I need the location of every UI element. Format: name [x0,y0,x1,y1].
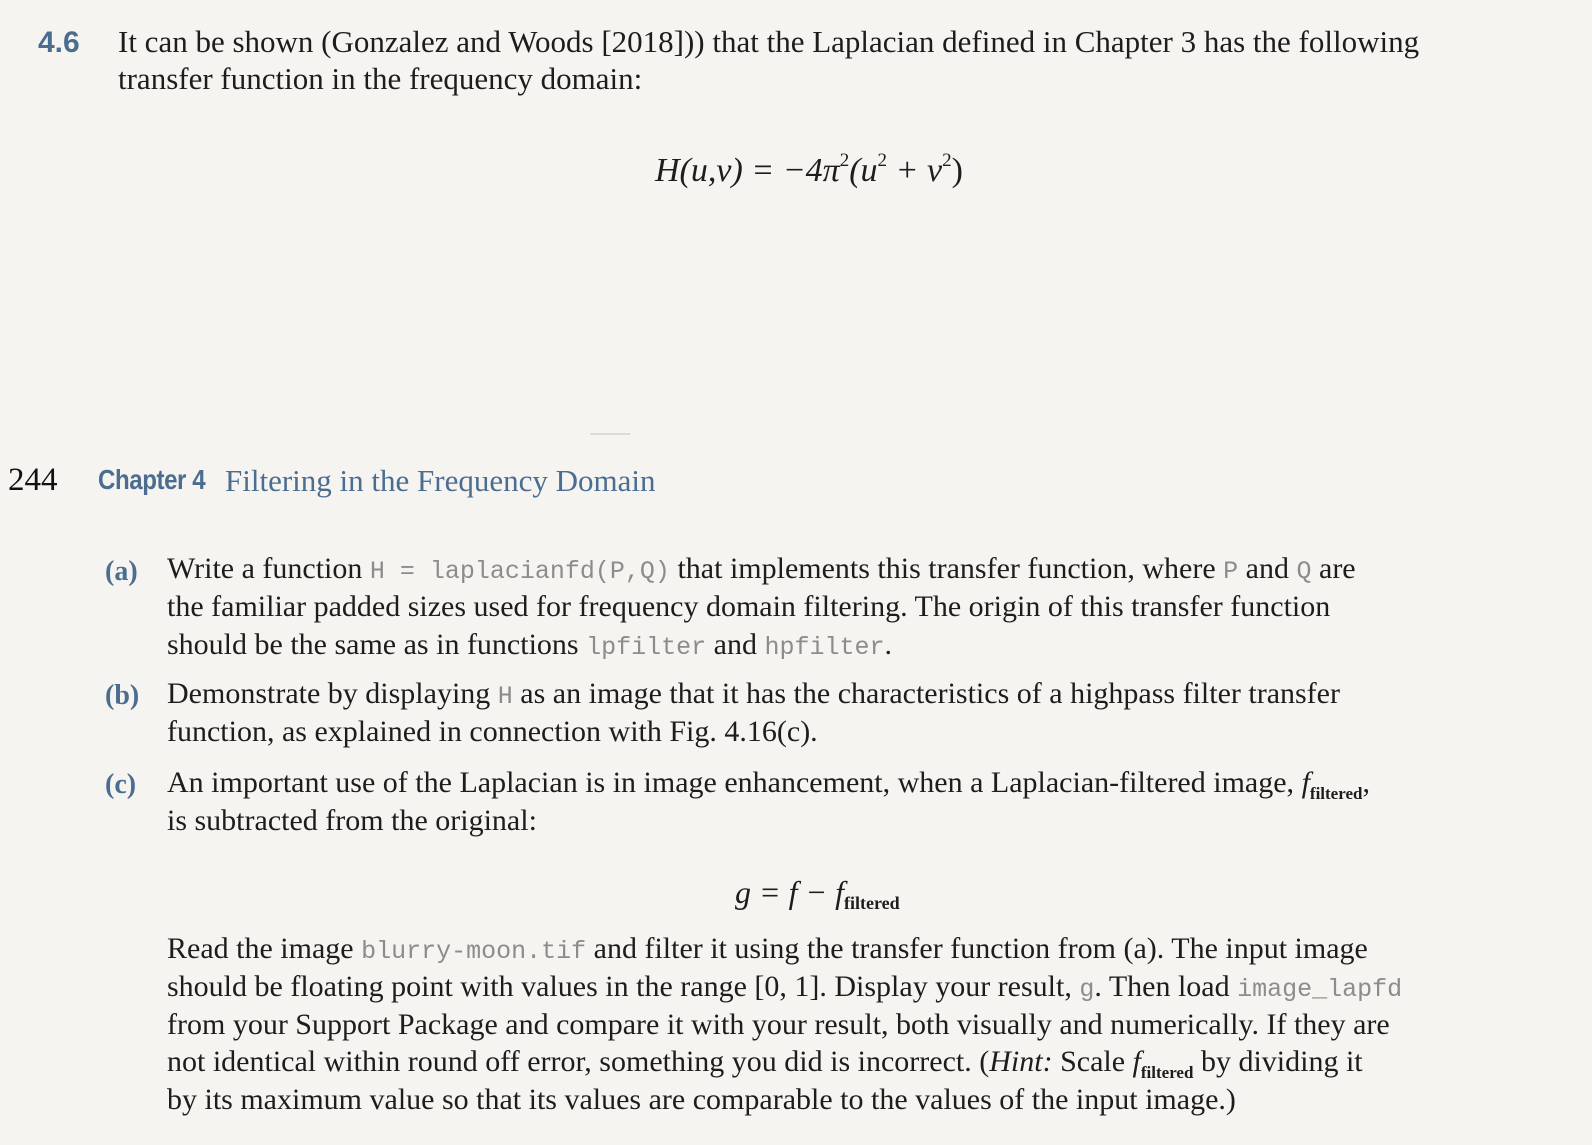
problem-statement-line-1: It can be shown (Gonzalez and Woods [2018])) that the Laplacian defined in Chapter 3 has the following [118,24,1420,59]
part-a-text: should be the same as in functions [167,628,587,661]
part-c-text: , [1362,766,1370,799]
problem-number: 4.6 [38,26,80,59]
chapter-label: Chapter 4 [98,464,206,495]
part-c-text: by dividing it [1193,1045,1363,1078]
part-c-text: should be floating point with values in the range [0, 1]. Display your result, [167,970,1080,1003]
laplacian-transfer-function-equation [655,152,963,190]
code-image-lapfd: image_lapfd [1237,975,1403,1004]
eq1-plus: + v [887,152,943,189]
part-a-text: . [884,628,892,661]
eq1-exp-1: 2 [839,150,850,171]
code-g: g [1079,975,1095,1004]
part-c-line-1 [167,766,1370,803]
eq1-close: ) [951,152,963,189]
part-c-read-line-1 [167,932,1368,966]
code-h: H [497,682,513,711]
enhancement-equation [735,874,900,911]
part-a-text: and [1238,552,1297,585]
part-c-text: and filter it using the transfer function from (a). The input image [586,932,1368,965]
part-c-read-line-3: from your Support Package and compare it with your result, both visually and numerically. If they are [167,1008,1390,1041]
faint-separator [590,433,630,435]
part-c-text: An important use of the Laplacian is in image enhancement, when a Laplacian-filtered image, [167,766,1302,799]
code-blurry-moon: blurry-moon.tif [361,937,587,966]
code-q: Q [1296,557,1312,586]
code-lpfilter: lpfilter [586,633,707,662]
eq1-exp-2: 2 [877,150,888,171]
part-a-text: Write a function [167,552,370,585]
part-c-text: Scale [1052,1045,1133,1078]
part-c-label: (c) [105,769,137,800]
hint-label: Hint: [989,1045,1053,1078]
part-a-line-2: the familiar padded sizes used for frequency domain filtering. The origin of this transfer function [167,590,1331,623]
code-laplacianfd: H = laplacianfd(P,Q) [369,557,670,586]
eq1-lhs: H(u,v) = −4π [655,152,840,189]
part-b-line-1 [167,677,1340,711]
part-c-read-line-2 [167,970,1402,1004]
part-a-text: that implements this transfer function, where [669,552,1224,585]
code-hpfilter: hpfilter [764,633,885,662]
part-c-read-line-4 [167,1045,1363,1082]
part-a-label: (a) [105,556,138,587]
part-a-line-1 [167,552,1356,586]
f-symbol: f [1301,766,1310,799]
part-a-text: are [1311,552,1356,585]
part-a-line-3 [167,628,892,662]
page-number: 244 [8,462,58,498]
part-b-label: (b) [105,680,140,711]
filtered-subscript: filtered [1309,784,1363,803]
part-c-text: Read the image [167,932,362,965]
eq1-mid: (u [849,152,878,189]
part-a-text: and [706,628,765,661]
part-b-text: as an image that it has the characteristics of a highpass filter transfer [512,677,1340,710]
part-c-text: not identical within round off error, something you did is incorrect. ( [167,1045,990,1078]
part-b-text: Demonstrate by displaying [167,677,498,710]
eq1-exp-3: 2 [942,150,952,171]
part-c-text: . Then load [1094,970,1238,1003]
part-c-read-line-5: by its maximum value so that its values are comparable to the values of the input image.) [167,1083,1236,1116]
eq2-subscript: filtered [843,893,900,913]
part-b-line-2: function, as explained in connection with Fig. 4.16(c). [167,715,818,748]
part-c-line-2: is subtracted from the original: [167,804,537,837]
code-p: P [1223,557,1239,586]
f-symbol: f [1132,1045,1141,1078]
eq2-lhs: g = f − f [735,874,844,910]
filtered-subscript: filtered [1140,1063,1194,1082]
chapter-title: Filtering in the Frequency Domain [225,463,656,498]
problem-statement-line-2: transfer function in the frequency domain: [118,61,643,96]
